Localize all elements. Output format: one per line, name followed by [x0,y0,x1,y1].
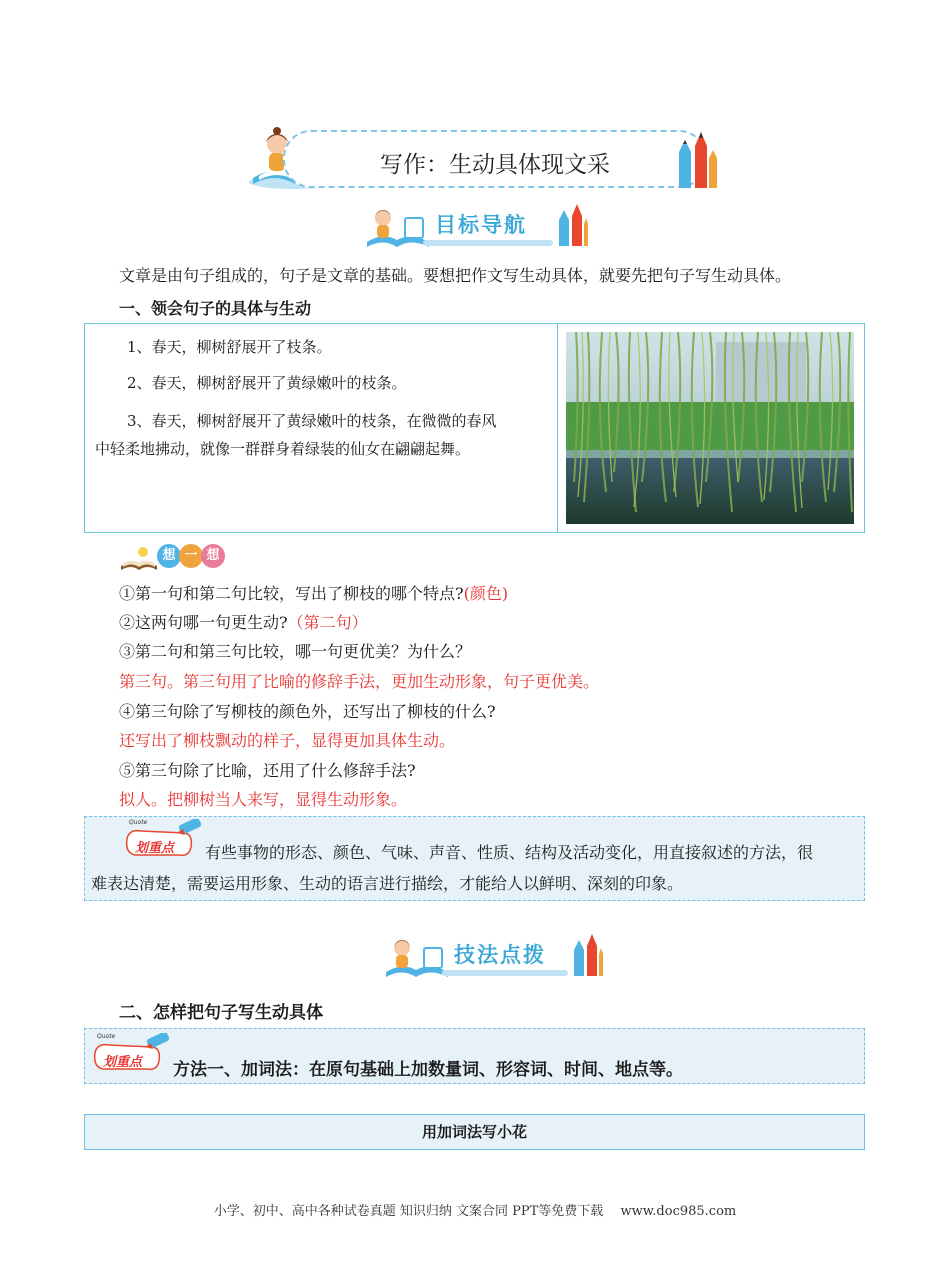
answer-2: （第二句） [287,613,368,632]
method-box [84,1028,865,1084]
answer-4: 还写出了柳枝飘动的样子，显得更加具体生动。 [119,731,456,750]
pencils-icon [673,132,719,190]
question-1 [119,583,508,605]
keypoint-badge-small: Quote [129,819,148,826]
section-label: 目标导航 [435,213,527,237]
open-book-bulb-icon [119,546,159,572]
page-footer: 小学、初中、高中各种试卷真题 知识归纳 文案合同 PPT等免费下载 www.doc985.com [213,1204,737,1219]
keypoint-badge [89,1033,171,1075]
think-char-3: 想 [201,544,225,568]
question-4: ④第三句除了写柳枝的颜色外，还写出了柳枝的什么? [119,702,496,721]
example-sentence-1: 1、春天，柳树舒展开了枝条。 [127,338,332,356]
keypoint-line-1: 有些事物的形态、颜色、气味、声音、性质、结构及活动变化，用直接叙述的方法，很 [205,843,814,862]
willow-photo [566,332,854,524]
keypoint-line-2: 难表达清楚，需要运用形象、生动的语言进行描绘，才能给人以鲜明、深刻的印象。 [91,874,684,893]
heading-understand-sentences: 一、领会句子的具体与生动 [119,299,312,318]
example-sentence-3: 3、春天，柳树舒展开了黄绿嫩叶的枝条，在微微的春风 [127,412,497,430]
table-divider [557,324,558,532]
keypoint-badge-label: 划重点 [103,1055,143,1070]
answer-3: 第三句。第三句用了比喻的修辞手法，更加生动形象，句子更优美。 [119,672,600,691]
method-1-text: 方法一、加词法：在原句基础上加数量词、形容词、时间、地点等。 [173,1060,683,1080]
think-tag [119,542,229,572]
keypoint-box [84,816,865,901]
example-sentence-2: 2、春天，柳树舒展开了黄绿嫩叶的枝条。 [127,374,407,392]
think-char-2: 一 [179,544,203,568]
keypoint-badge-label: 划重点 [135,841,175,856]
intro-paragraph: 文章是由句子组成的，句子是文章的基础。要想把作文写生动具体，就要先把句子写生动具体。 [119,266,792,285]
section-banner-techniques [382,934,604,982]
title-banner [245,126,720,190]
example-table [84,323,865,533]
title-frame [283,130,707,188]
question-1-text: ①第一句和第二句比较，写出了柳枝的哪个特点? [119,584,464,603]
pencils-icon [555,204,589,248]
table-title: 用加词法写小花 [421,1123,527,1141]
answer-1: (颜色) [463,584,509,603]
question-3: ③第二句和第三句比较，哪一句更优美？为什么？ [119,642,472,661]
question-5: ⑤第三句除了比喻，还用了什么修辞手法? [119,761,416,780]
table-title-row [84,1114,865,1150]
keypoint-badge-small: Quote [97,1033,116,1040]
answer-5: 拟人。把柳树当人来写，显得生动形象。 [119,790,408,809]
question-2 [119,612,368,634]
pencils-icon [570,934,604,978]
question-2-text: ②这两句哪一句更生动? [119,613,288,632]
section-label: 技法点拨 [454,943,546,967]
page-title: 写作：生动具体现文采 [380,152,610,178]
keypoint-badge [121,819,203,861]
example-sentence-3-cont: 中轻柔地拂动，就像一群群身着绿装的仙女在翩翩起舞。 [95,440,471,458]
section-banner-goals [363,204,589,252]
heading-how-to-write: 二、怎样把句子写生动具体 [119,1003,323,1023]
think-char-1: 想 [157,544,181,568]
